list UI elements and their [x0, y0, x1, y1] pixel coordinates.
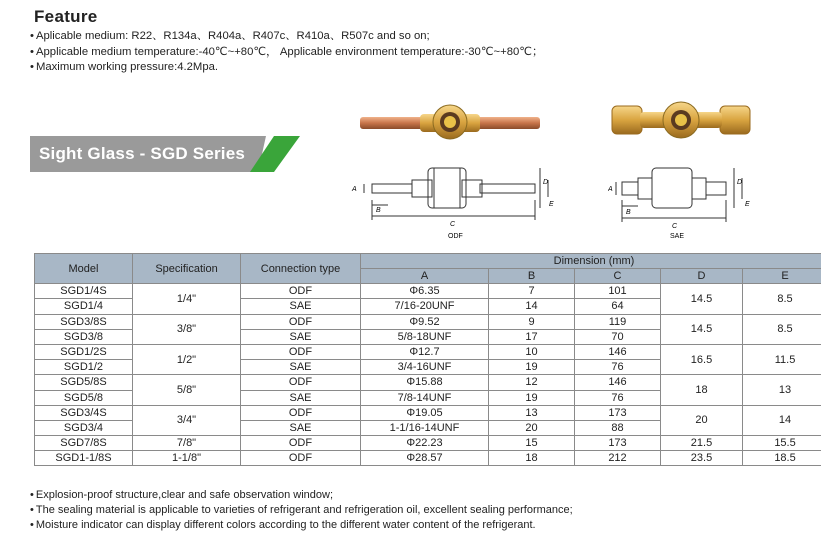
sae-technical-drawing: [608, 160, 768, 242]
cell-conn: ODF: [241, 436, 361, 451]
table-row: [35, 405, 821, 420]
cell-spec: 1/2": [133, 344, 241, 374]
sae-dim-d: D: [737, 179, 743, 186]
odf-dim-d: D: [543, 179, 549, 186]
cell-b: 20: [489, 420, 575, 435]
feature-item-pressure: • Maximum working pressure:4.2Mpa.: [30, 60, 543, 76]
cell-model: SGD1/2: [35, 360, 133, 375]
odf-dim-e: E: [549, 201, 554, 208]
cell-b: 9: [489, 314, 575, 329]
table-row: [35, 451, 821, 466]
sae-label: SAE: [670, 233, 685, 240]
cell-conn: SAE: [241, 390, 361, 405]
spec-table: [34, 253, 821, 466]
cell-spec: 3/8": [133, 314, 241, 344]
cell-conn: ODF: [241, 451, 361, 466]
sae-dim-a: A: [608, 186, 613, 193]
cell-d: 21.5: [661, 436, 743, 451]
cell-a: Φ22.23: [361, 436, 489, 451]
header-connection-type: Connection type: [241, 254, 361, 284]
cell-c: 173: [575, 436, 661, 451]
cell-d: 20: [661, 405, 743, 435]
odf-dim-c: C: [450, 221, 456, 228]
cell-spec: 5/8": [133, 375, 241, 405]
cell-a: 7/16-20UNF: [361, 299, 489, 314]
cell-b: 18: [489, 451, 575, 466]
series-banner: [30, 136, 300, 172]
cell-spec: 7/8": [133, 436, 241, 451]
cell-model: SGD3/4: [35, 420, 133, 435]
odf-dim-b: B: [376, 207, 381, 214]
feature-list: [30, 29, 543, 76]
table-row: [35, 344, 821, 359]
cell-c: 146: [575, 344, 661, 359]
cell-e: 14: [743, 405, 821, 435]
table-row: [35, 314, 821, 329]
cell-conn: ODF: [241, 314, 361, 329]
cell-conn: ODF: [241, 344, 361, 359]
cell-c: 119: [575, 314, 661, 329]
cell-a: Φ15.88: [361, 375, 489, 390]
cell-a: Φ12.7: [361, 344, 489, 359]
cell-d: 14.5: [661, 284, 743, 314]
cell-model: SGD1-1/8S: [35, 451, 133, 466]
cell-model: SGD1/2S: [35, 344, 133, 359]
cell-c: 64: [575, 299, 661, 314]
odf-label: ODF: [448, 233, 463, 240]
header-b: B: [489, 269, 575, 284]
cell-d: 18: [661, 375, 743, 405]
header-model: Model: [35, 254, 133, 284]
cell-model: SGD3/4S: [35, 405, 133, 420]
cell-model: SGD1/4S: [35, 284, 133, 299]
cell-e: 8.5: [743, 284, 821, 314]
cell-e: 13: [743, 375, 821, 405]
header-c: C: [575, 269, 661, 284]
cell-c: 101: [575, 284, 661, 299]
sae-dim-c: C: [672, 223, 678, 230]
cell-c: 70: [575, 329, 661, 344]
odf-product-photo: [358, 100, 543, 148]
cell-b: 15: [489, 436, 575, 451]
cell-a: 5/8-18UNF: [361, 329, 489, 344]
cell-b: 10: [489, 344, 575, 359]
note-sealing-material: • The sealing material is applicable to varieties of refrigerant and refrigeration oil, excellent sealing performance;: [30, 503, 573, 518]
cell-e: 8.5: [743, 314, 821, 344]
table-row: [35, 284, 821, 299]
sae-product-photo: [610, 98, 752, 142]
header-d: D: [661, 269, 743, 284]
odf-dim-a: A: [352, 186, 357, 193]
cell-c: 173: [575, 405, 661, 420]
cell-b: 17: [489, 329, 575, 344]
cell-b: 12: [489, 375, 575, 390]
cell-b: 14: [489, 299, 575, 314]
cell-spec: 1-1/8": [133, 451, 241, 466]
cell-conn: ODF: [241, 405, 361, 420]
cell-d: 23.5: [661, 451, 743, 466]
table-row: [35, 375, 821, 390]
cell-model: SGD5/8S: [35, 375, 133, 390]
cell-b: 19: [489, 390, 575, 405]
cell-conn: ODF: [241, 284, 361, 299]
cell-a: 3/4-16UNF: [361, 360, 489, 375]
cell-c: 212: [575, 451, 661, 466]
cell-c: 146: [575, 375, 661, 390]
cell-a: 7/8-14UNF: [361, 390, 489, 405]
header-a: A: [361, 269, 489, 284]
cell-a: Φ19.05: [361, 405, 489, 420]
cell-c: 76: [575, 390, 661, 405]
cell-a: 1-1/16-14UNF: [361, 420, 489, 435]
cell-e: 11.5: [743, 344, 821, 374]
cell-conn: SAE: [241, 299, 361, 314]
cell-d: 16.5: [661, 344, 743, 374]
cell-b: 13: [489, 405, 575, 420]
cell-model: SGD3/8: [35, 329, 133, 344]
cell-conn: SAE: [241, 420, 361, 435]
cell-conn: SAE: [241, 329, 361, 344]
feature-item-medium: • Aplicable medium: R22、R134a、R404a、R407c、R410a、R507c and so on;: [30, 29, 543, 45]
cell-c: 76: [575, 360, 661, 375]
odf-technical-drawing: [350, 160, 555, 242]
cell-b: 7: [489, 284, 575, 299]
sae-dim-e: E: [745, 201, 750, 208]
cell-a: Φ28.57: [361, 451, 489, 466]
feature-title: Feature: [34, 7, 98, 26]
note-moisture-indicator: • Moisture indicator can display different colors according to the different water content of the refrigerant.: [30, 518, 573, 533]
cell-conn: SAE: [241, 360, 361, 375]
cell-model: SGD7/8S: [35, 436, 133, 451]
note-explosion-proof: • Explosion-proof structure,clear and safe observation window;: [30, 488, 573, 503]
cell-a: Φ9.52: [361, 314, 489, 329]
cell-e: 15.5: [743, 436, 821, 451]
cell-spec: 3/4": [133, 405, 241, 435]
header-dimension: Dimension (mm): [361, 254, 821, 269]
cell-model: SGD1/4: [35, 299, 133, 314]
feature-item-temperature: • Applicable medium temperature:-40℃~+80℃， Applicable environment temperature:-30℃~+80℃；: [30, 45, 543, 61]
header-e: E: [743, 269, 821, 284]
cell-model: SGD5/8: [35, 390, 133, 405]
cell-c: 88: [575, 420, 661, 435]
series-title: Sight Glass - SGD Series: [39, 144, 246, 163]
cell-b: 19: [489, 360, 575, 375]
cell-a: Φ6.35: [361, 284, 489, 299]
header-specification: Specification: [133, 254, 241, 284]
cell-d: 14.5: [661, 314, 743, 344]
cell-e: 18.5: [743, 451, 821, 466]
cell-spec: 1/4": [133, 284, 241, 314]
notes-list: [30, 488, 573, 532]
sae-dim-b: B: [626, 209, 631, 216]
cell-conn: ODF: [241, 375, 361, 390]
cell-model: SGD3/8S: [35, 314, 133, 329]
table-row: [35, 436, 821, 451]
